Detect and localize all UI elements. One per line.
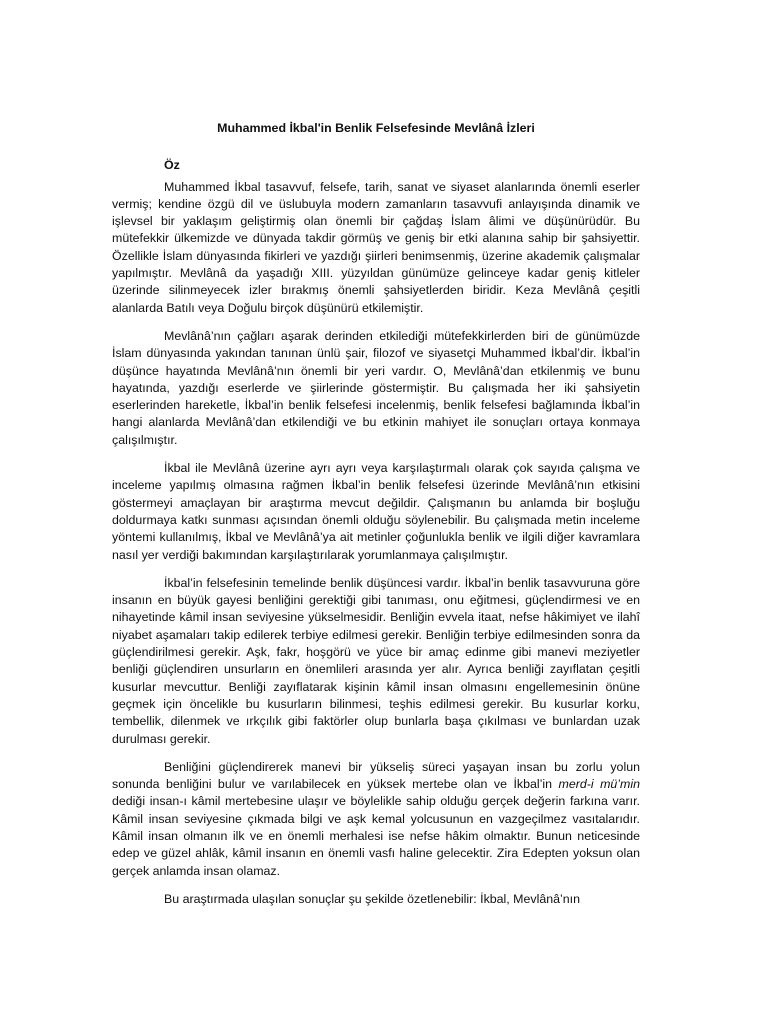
- paragraph-5-text-end: dediği insan-ı kâmil mertebesine ulaşır ve böylelikle sahip olduğu gerçek değerin farkına varır. Kâmil insan seviyesine çıkmada bilgi ve aşk kemal yolcusunun en vazgeçilmez vasıtalarıdır. Kâmil insan olmanın ilk ve en önemli merhalesi ise nefse hâkim olmaktır. Bunun neticesinde edep ve güzel ahlâk, kâmil insanın en önemli vasfı haline gelecektir. Zira Edepten yoksun olan gerçek anlamda insan olamaz.: [112, 794, 640, 878]
- abstract-paragraph-2: Mevlânâ’nın çağları aşarak derinden etkilediği mütefekkirlerden biri de günümüzde İslam dünyasında yakından tanınan ünlü şair, filozof ve siyasetçi Muhammed İkbal’dir. İkbal’in düşünce hayatında Mevlânâ’nın önemli bir yeri vardır. O, Mevlânâ’dan etkilenmiş ve bunu hayatında, yazdığı eserlerde ve şiirlerinde göstermiştir. Bu çalışmada her iki şahsiyetin eserlerinden hareketle, İkbal’in benlik felsefesi incelenmiş, benlik felsefesi bağlamında İkbal’in hangi alanlarda Mevlânâ’dan etkilendiği ve bu etkinin mahiyet ile sonuçları ortaya konmaya çalışılmıştır.: [112, 328, 640, 447]
- document-title: Muhammed İkbal'in Benlik Felsefesinde Mevlânâ İzleri: [217, 121, 535, 135]
- paragraph-5-text-start: Benliğini güçlendirerek manevi bir yükseliş süreci yaşayan insan bu zorlu yolun sonunda benliğini bulur ve varılabilecek en yüksek mertebe olan ve İkbal’in: [112, 759, 640, 792]
- abstract-paragraph-1: Muhammed İkbal tasavvuf, felsefe, tarih, sanat ve siyaset alanlarında önemli eserler vermiş; kendine özgü dil ve üslubuyla modern zamanların tasavvufi anlayışında dinamik ve işlevsel bir yaklaşım geliştirmiş olan önemli bir çağdaş İslam âlimi ve düşünürüdür. Bu mütefekkir ülkemizde ve dünyada takdir görmüş ve geniş bir etki alanına sahip bir şahsiyettir. Özellikle İslam dünyasında fikirleri ve yazdığı şiirleri benimsenmiş, üzerine akademik çalışmalar yapılmıştır. Mevlânâ da yaşadığı XIII. yüzyıldan günümüze gelinceye kadar geniş kitleler üzerinde silinmeyecek izler bırakmış önemli şahsiyetlerden biridir. Keza Mevlânâ çeşitli alanlarda Batılı veya Doğulu birçok düşünürü etkilemiştir.: [112, 179, 640, 315]
- document-body: [112, 120, 640, 908]
- abstract-paragraph-3: İkbal ile Mevlânâ üzerine ayrı ayrı veya karşılaştırmalı olarak çok sayıda çalışma ve inceleme yapılmış olmasına rağmen İkbal’in benlik felsefesi üzerinde Mevlânâ’nın etkisini göstermeyi amaçlayan bir araştırma mevcut değildir. Çalışmanın bu anlamda bir boşluğu doldurmaya katkı sunması açısından önemli olduğu söylenebilir. Bu çalışmada metin inceleme yöntemi kullanılmış, İkbal ve Mevlânâ’ya ait metinler çoğunlukla benlik ve ilgili diğer kavramlara nasıl yer verdiği bakımından karşılaştırılarak yorumlanmaya çalışılmıştır.: [112, 461, 640, 562]
- abstract-paragraph-6: Bu araştırmada ulaşılan sonuçlar şu şekilde özetlenebilir: İkbal, Mevlânâ’nın: [164, 891, 580, 906]
- abstract-heading: Öz: [164, 158, 180, 173]
- italic-term: merd-i mü’min: [558, 777, 641, 792]
- abstract-paragraph-5: [112, 759, 640, 880]
- abstract-paragraph-4: İkbal’in felsefesinin temelinde benlik düşüncesi vardır. İkbal’in benlik tasavvuruna göre insanın en büyük gayesi benliğini gerektiği gibi tanıması, onu eğitmesi, güçlendirmesi ve en nihayetinde kâmil insan seviyesine yükselmesidir. Benliğin evvela itaat, nefse hâkimiyet ve ilahî niyabet aşamaları takip edilerek terbiye edilmesi gerekir. Benliğin terbiye edilmesinden sonra da güçlendirilmesi gerekir. Aşk, fakr, hoşgörü ve yüce bir amaç edinme gibi manevi meziyetler benliği güçlendiren unsurların en önemlileri arasında yer alır. Ayrıca benliği zayıflatan çeşitli kusurlar mevcuttur. Benliği zayıflatarak kişinin kâmil insan olmasını engellemesinin önüne geçmek için öncelikle bu kusurların bilinmesi, teşhis edilmesi gerekir. Bu kusurlar korku, tembellik, dilenmek ve ırkçılık gibi faktörler olup bunlarla başa çıkılması ve bunlardan uzak durulması gerekir.: [112, 575, 640, 746]
